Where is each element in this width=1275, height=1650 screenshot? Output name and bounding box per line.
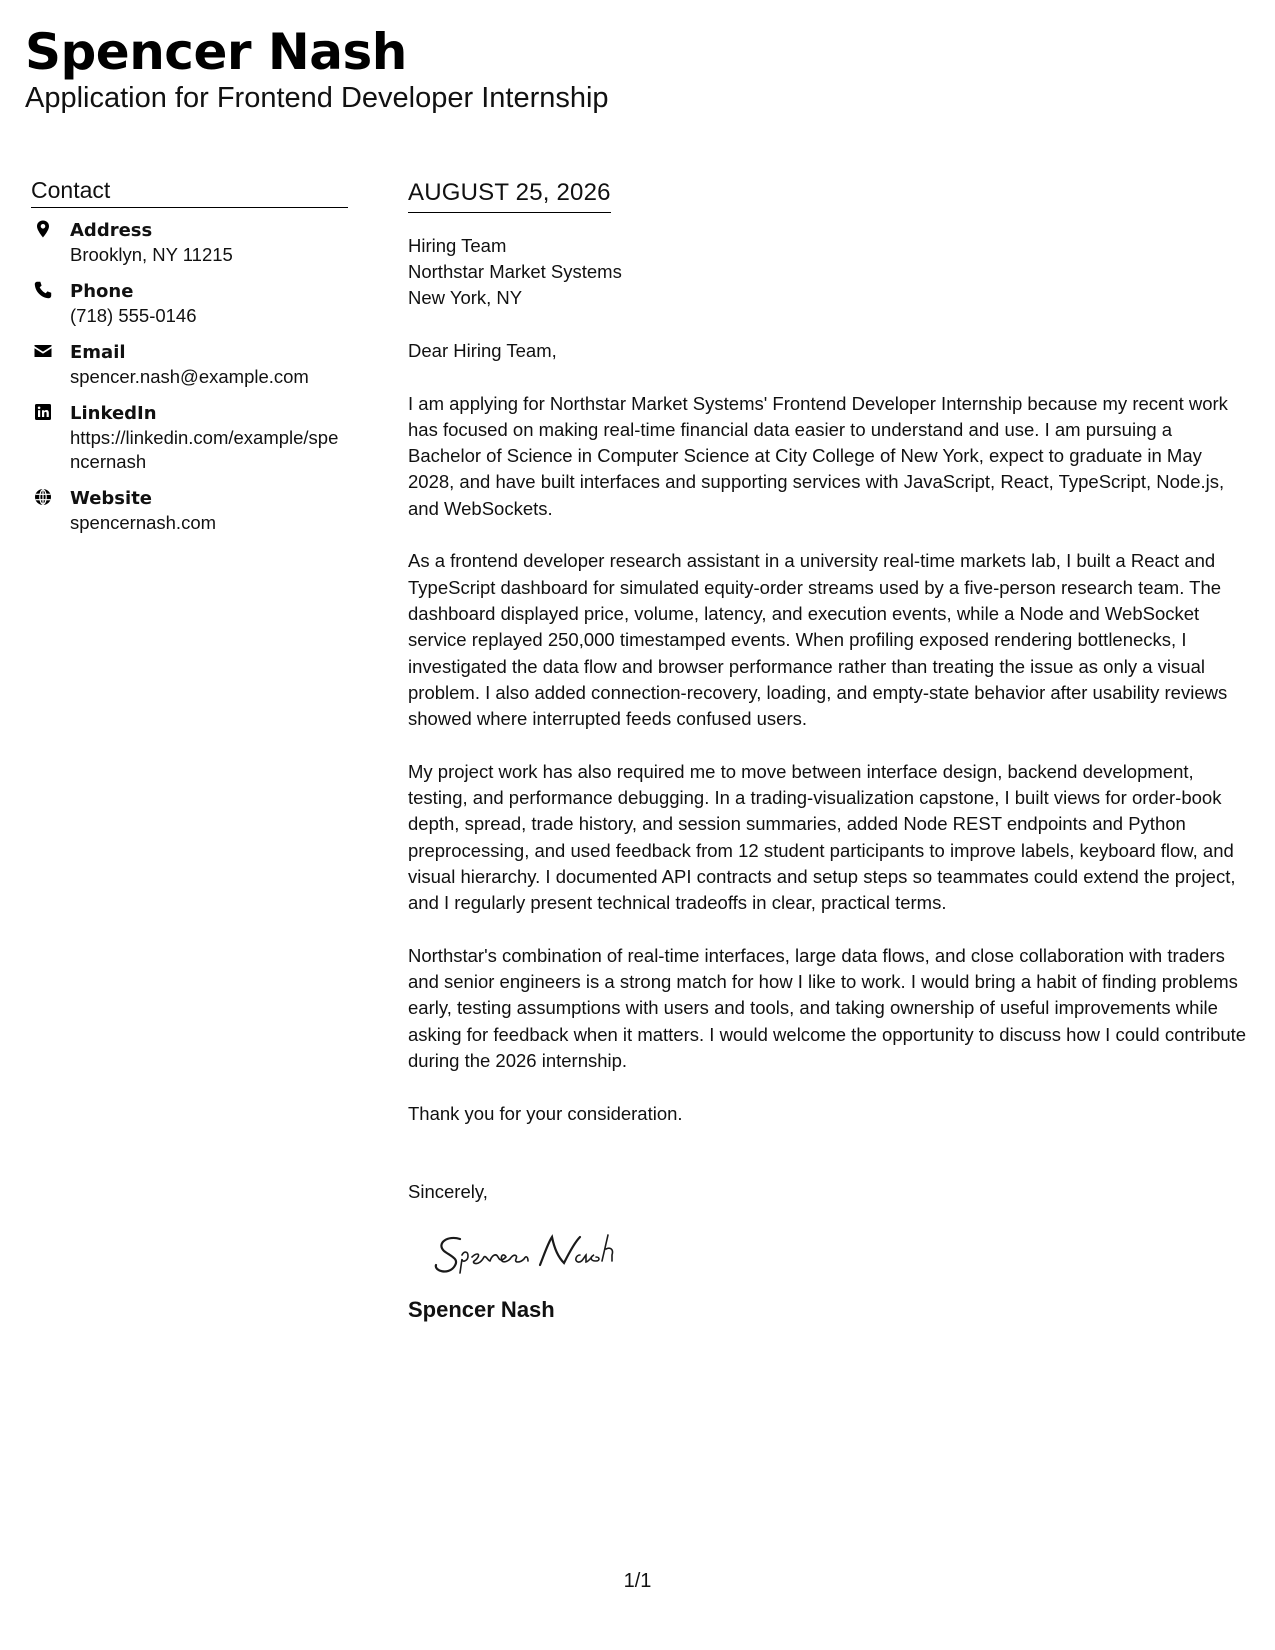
phone-icon — [33, 280, 53, 300]
contact-label: LinkedIn — [70, 403, 157, 424]
contact-website — [31, 486, 348, 535]
contact-value: Brooklyn, NY 11215 — [70, 244, 233, 265]
salutation: Dear Hiring Team, — [408, 340, 557, 361]
contact-value: (718) 555-0146 — [70, 305, 197, 326]
handwritten-signature — [430, 1225, 680, 1283]
contact-list — [31, 218, 348, 535]
contact-value[interactable]: spencer.nash@example.com — [70, 366, 309, 387]
contact-label: Address — [70, 220, 153, 241]
closing-thanks: Thank you for your consideration. — [408, 1102, 683, 1124]
body-paragraph: Northstar's combination of real-time interfaces, large data flows, and close collaboration with traders and senior engineers is a strong match for how I like to work. I would bring a habit of finding problems early, testing assumptions with users and tools, and taking ownership of useful improvements while asking for feedback when it matters. I would welcome the opportunity to discuss how I could contribute during the 2026 internship. — [408, 944, 1247, 1072]
globe-icon — [33, 487, 53, 507]
contact-value[interactable]: https://linkedin.com/example/spencernash — [70, 427, 339, 472]
contact-label: Website — [70, 488, 153, 509]
applicant-name: Spencer Nash — [25, 23, 407, 81]
contact-address — [31, 218, 348, 267]
contact-value[interactable]: spencernash.com — [70, 512, 217, 533]
letter-date: AUGUST 25, 2026 — [408, 179, 611, 206]
body-paragraph: I am applying for Northstar Market Systems' Frontend Developer Internship because my recent work has focused on making real-time financial data easier to understand and use. I am pursuing a Bachelor of Science in Computer Science at City College of New York, expect to graduate in May 2028, and have built interfaces and supporting services with JavaScript, React, TypeScript, Node.js, and WebSockets. — [408, 392, 1228, 519]
signed-name: Spencer Nash — [408, 1297, 555, 1323]
recipient-line: New York, NY — [408, 287, 523, 308]
recipient-block — [408, 233, 1250, 311]
contact-label: Phone — [70, 281, 134, 302]
envelope-icon — [33, 341, 53, 361]
contact-heading: Contact — [31, 175, 348, 208]
page-number: 1/1 — [623, 1570, 652, 1592]
recipient-line: Hiring Team — [408, 235, 507, 256]
application-subtitle: Application for Frontend Developer Internship — [25, 82, 609, 114]
contact-sidebar — [31, 175, 348, 547]
map-pin-icon — [33, 219, 53, 239]
letter-header — [25, 22, 1225, 116]
body-paragraph: My project work has also required me to move between interface design, backend development, testing, and performance debugging. In a trading-visualization capstone, I built views for order-book depth, spread, trade history, and session summaries, added Node REST endpoints and Python preprocessing, and used feedback from 12 student participants to improve labels, keyboard flow, and visual hierarchy. I documented API contracts and setup steps so teammates could extend the project, and I regularly present technical tradeoffs in clear, practical terms. — [408, 760, 1236, 914]
body-paragraph: As a frontend developer research assistant in a university real-time markets lab, I built a React and TypeScript dashboard for simulated equity-order streams used by a five-person research team. The dashboard displayed price, volume, latency, and execution events, while a Node and WebSocket service replayed 250,000 timestamped events. When profiling exposed rendering bottlenecks, I investigated the data flow and browser performance rather than treating the issue as only a visual problem. I also added connection-recovery, loading, and empty-state behavior after usability reviews showed where interrupted feeds confused users. — [408, 550, 1228, 730]
linkedin-icon — [33, 402, 53, 422]
recipient-line: Northstar Market Systems — [408, 261, 622, 282]
contact-phone — [31, 279, 348, 328]
date-block — [408, 178, 611, 213]
signoff: Sincerely, — [408, 1180, 488, 1202]
contact-email — [31, 340, 348, 389]
contact-label: Email — [70, 342, 126, 363]
letter-body — [408, 178, 1250, 1325]
contact-linkedin — [31, 401, 348, 474]
